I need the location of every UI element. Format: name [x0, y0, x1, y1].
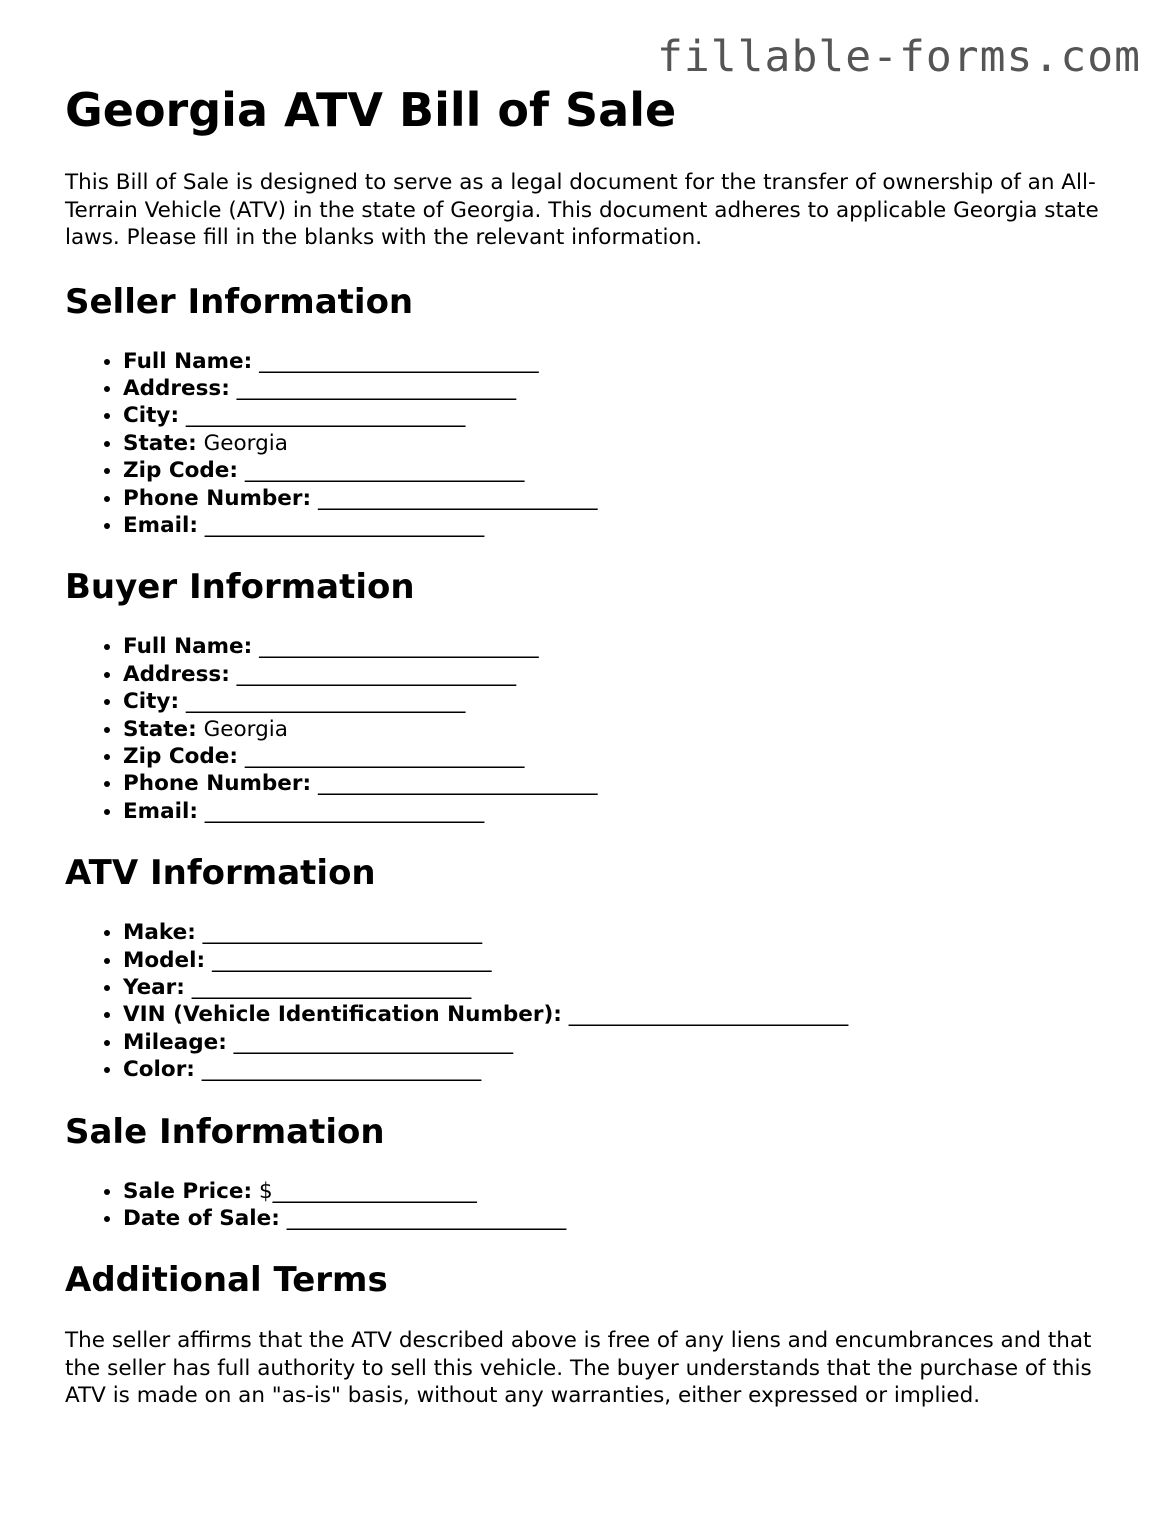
- buyer-zip-code-field: [123, 743, 1125, 770]
- field-value: __________________________: [259, 634, 539, 660]
- field-label: Sale Price:: [123, 1178, 253, 1204]
- sale-heading: Sale Information: [65, 1111, 385, 1152]
- field-value: __________________________: [204, 798, 485, 824]
- field-label: Address:: [123, 661, 230, 687]
- field-value: __________________________: [185, 403, 466, 429]
- buyer-phone-field: [123, 770, 1125, 797]
- field-label: City:: [123, 689, 180, 715]
- field-label: Phone Number:: [123, 485, 312, 511]
- field-label: Mileage:: [123, 1029, 227, 1055]
- sale-field-list: [65, 1178, 1125, 1233]
- field-label: VIN (Vehicle Identification Number):: [123, 1002, 562, 1028]
- sale-price-field: [123, 1178, 1125, 1205]
- field-label: State:: [123, 430, 197, 456]
- seller-zip-code-field: [123, 457, 1125, 484]
- field-value: __________________________: [244, 458, 525, 484]
- buyer-full-name-field: [123, 633, 1125, 660]
- seller-email-field: [123, 512, 1125, 539]
- atv-year-field: [123, 974, 1125, 1001]
- field-value: __________________________: [185, 689, 466, 715]
- intro-paragraph: This Bill of Sale is designed to serve as a legal document for the transfer of ownership of an All-Terrain Vehicle (ATV) in the state of Georgia. This document adheres to applicable Georgia state laws. Please fill in the blanks with the relevant information.: [65, 170, 1099, 250]
- atv-mileage-field: [123, 1029, 1125, 1056]
- field-label: Phone Number:: [123, 771, 312, 797]
- terms-heading: Additional Terms: [65, 1260, 388, 1301]
- field-label: Make:: [123, 920, 196, 946]
- buyer-city-field: [123, 688, 1125, 715]
- field-value: Georgia: [203, 716, 288, 742]
- seller-state-field: [123, 430, 1125, 457]
- seller-field-list: [65, 348, 1125, 540]
- field-value: __________________________: [202, 920, 483, 946]
- field-label: Zip Code:: [123, 458, 238, 484]
- field-label: Color:: [123, 1057, 195, 1083]
- field-label: Address:: [123, 375, 230, 401]
- seller-address-field: [123, 375, 1125, 402]
- atv-heading: ATV Information: [65, 853, 376, 894]
- field-value: __________________________: [233, 1029, 514, 1055]
- atv-field-list: [65, 919, 1125, 1083]
- seller-city-field: [123, 402, 1125, 429]
- field-label: Full Name:: [123, 634, 253, 660]
- terms-paragraph: The seller affirms that the ATV described above is free of any liens and encumbrances and that the seller has full authority to sell this vehicle. The buyer understands that the purchase of this ATV is made on an "as-is" basis, without any warranties, either expressed or implied.: [65, 1328, 1092, 1409]
- sale-date-field: [123, 1205, 1125, 1232]
- field-label: Email:: [123, 512, 198, 538]
- field-label: Date of Sale:: [123, 1206, 280, 1232]
- buyer-state-field: [123, 716, 1125, 743]
- field-value: __________________________: [201, 1057, 482, 1083]
- field-value: __________________________: [236, 375, 517, 401]
- atv-model-field: [123, 947, 1125, 974]
- buyer-field-list: [65, 633, 1125, 825]
- field-label: Model:: [123, 947, 206, 973]
- field-value: __________________________: [204, 512, 485, 538]
- field-value: __________________________: [211, 947, 492, 973]
- field-label: Full Name:: [123, 348, 253, 374]
- atv-make-field: [123, 919, 1125, 946]
- field-value: __________________________: [317, 485, 598, 511]
- buyer-address-field: [123, 661, 1125, 688]
- field-label: Year:: [123, 975, 185, 1000]
- page-title: Georgia ATV Bill of Sale: [65, 83, 677, 137]
- seller-heading: Seller Information: [65, 281, 414, 322]
- field-value: __________________________: [568, 1002, 849, 1028]
- buyer-heading: Buyer Information: [65, 567, 415, 608]
- field-label: Email:: [123, 798, 198, 824]
- seller-phone-field: [123, 485, 1125, 512]
- field-label: Zip Code:: [123, 743, 238, 769]
- field-value: __________________________: [259, 348, 539, 374]
- field-value: __________________________: [236, 661, 517, 687]
- field-value: __________________________: [244, 743, 525, 769]
- field-value: __________________________: [191, 975, 472, 1000]
- field-value: __________________________: [286, 1206, 567, 1232]
- document-page: [65, 82, 1125, 1410]
- seller-full-name-field: [123, 348, 1125, 375]
- atv-color-field: [123, 1056, 1125, 1083]
- buyer-email-field: [123, 798, 1125, 825]
- field-value: __________________________: [317, 771, 598, 797]
- field-value: $___________________: [258, 1178, 477, 1204]
- watermark: fillable-forms.com: [657, 32, 1141, 82]
- atv-vin-field: [123, 1001, 1125, 1028]
- field-label: State:: [123, 716, 197, 742]
- field-value: Georgia: [203, 430, 288, 456]
- field-label: City:: [123, 403, 180, 429]
